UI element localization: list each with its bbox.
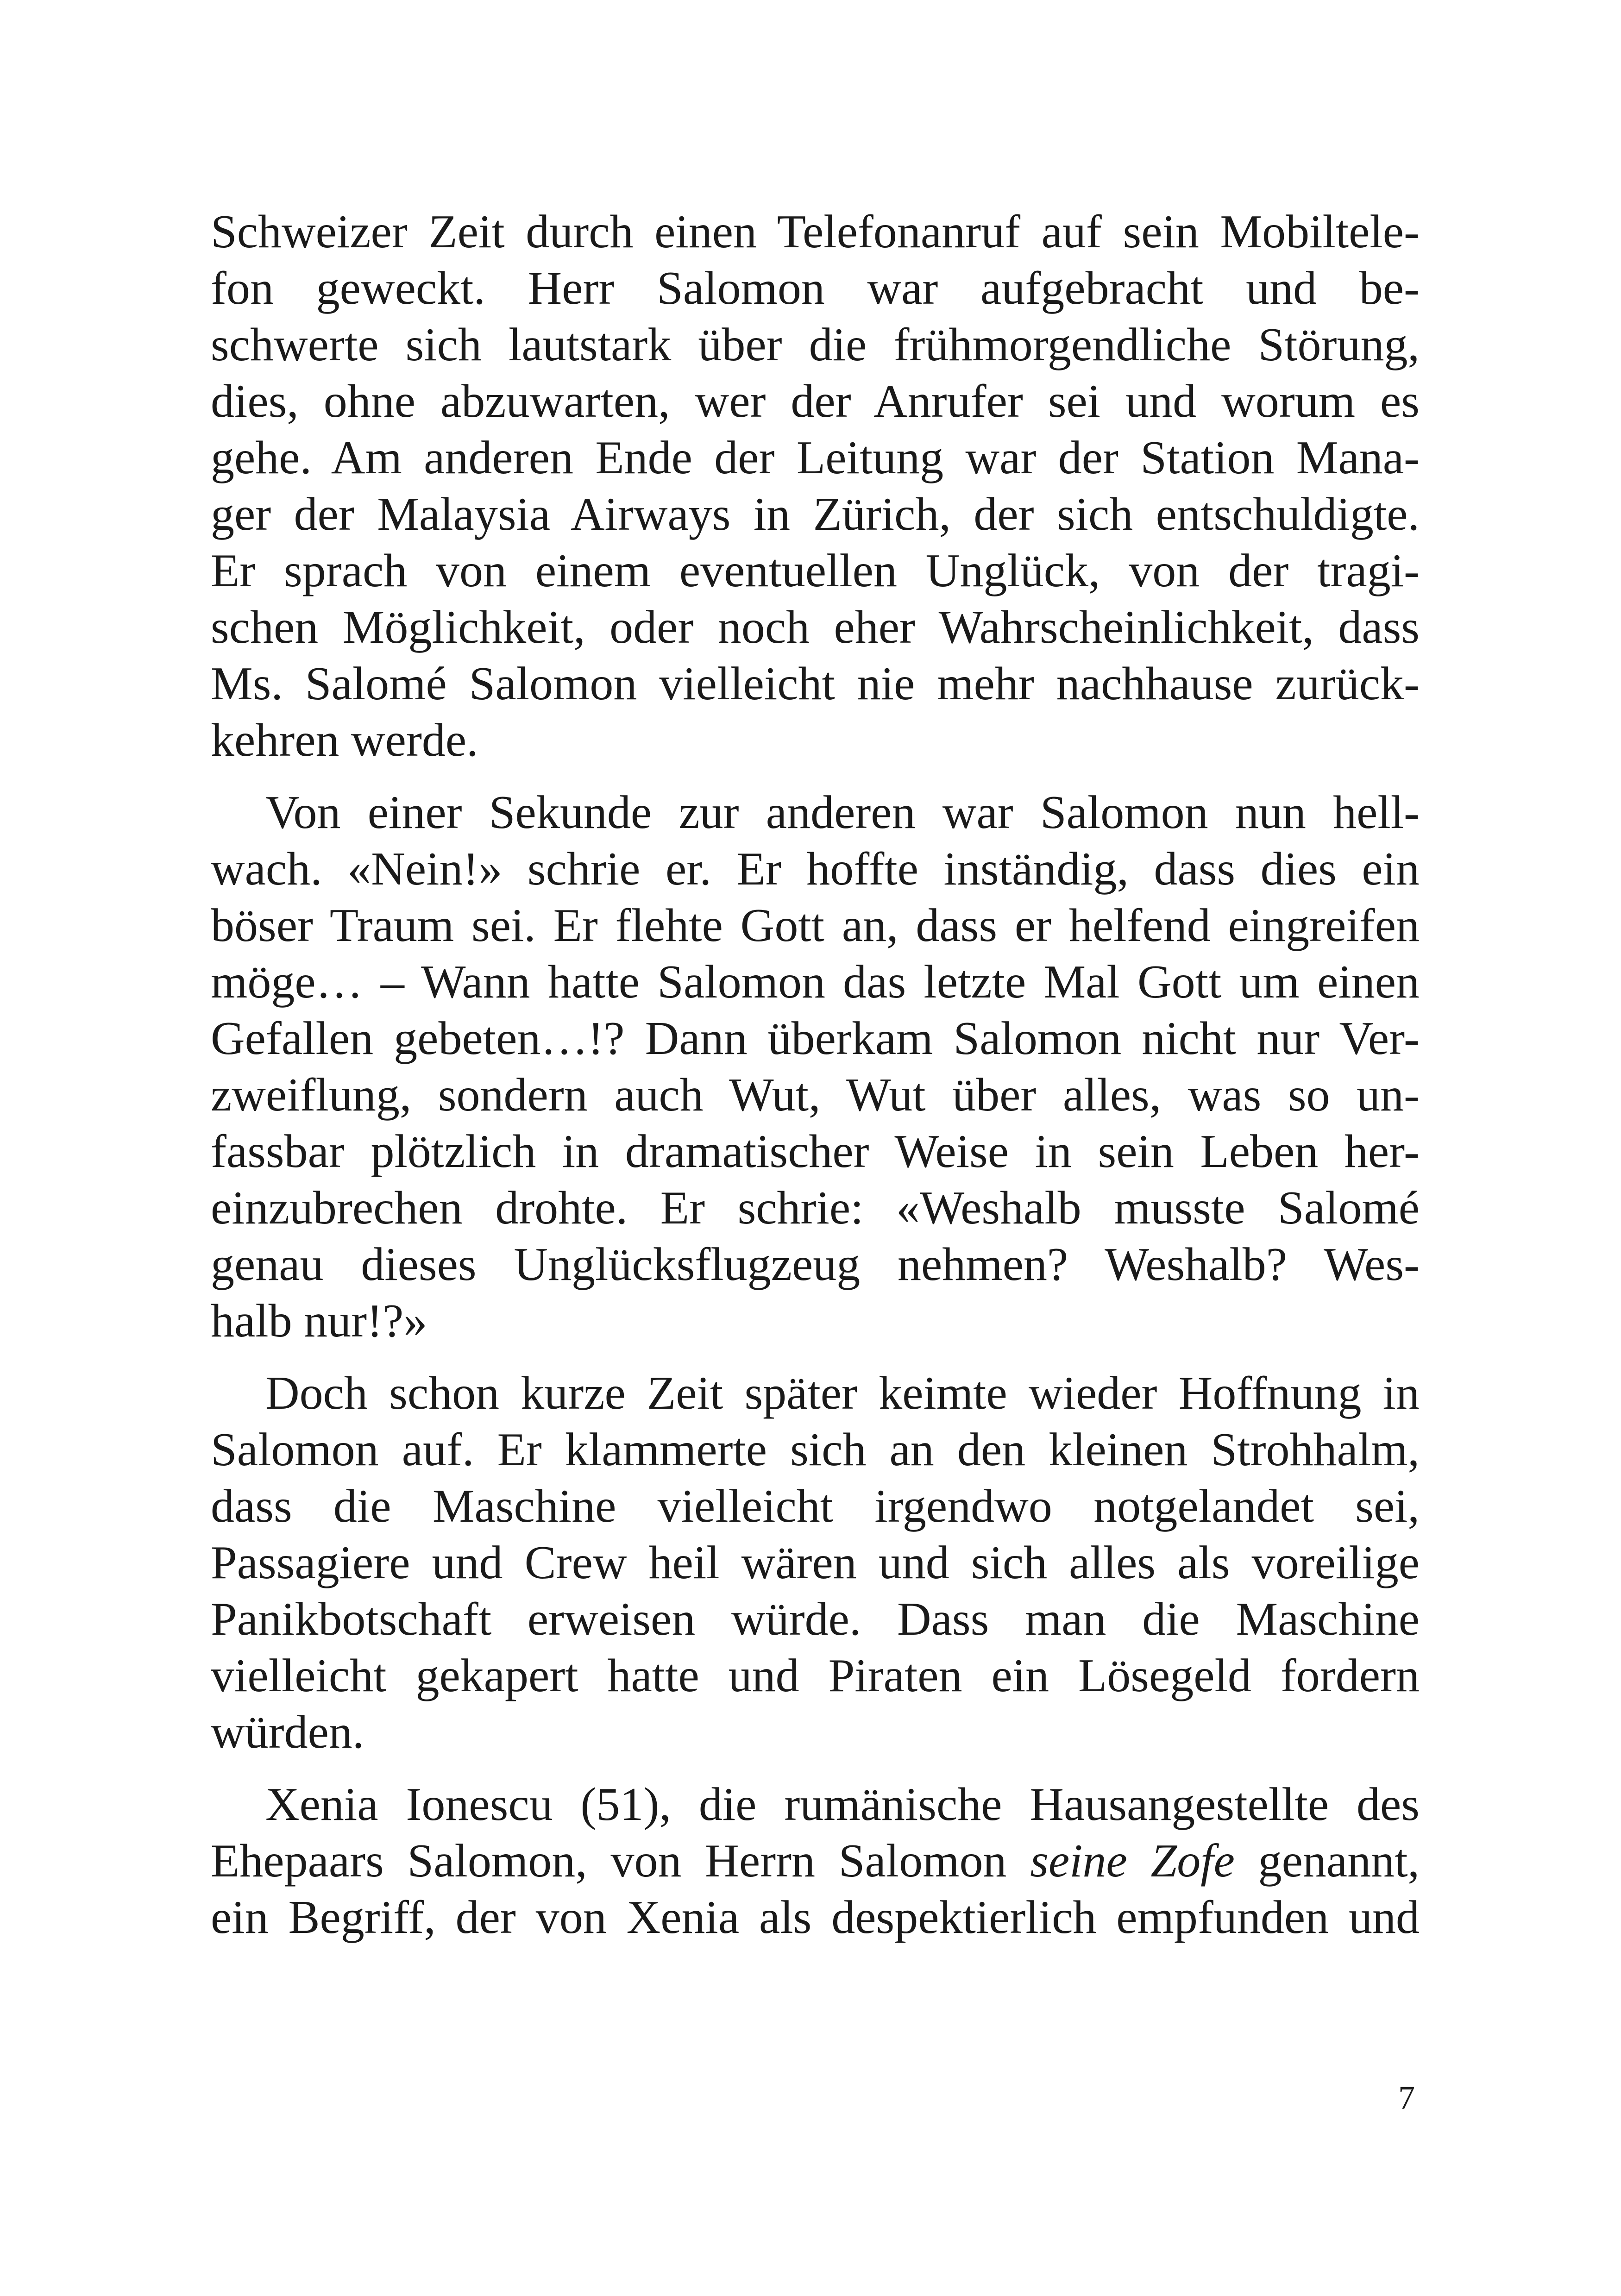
text-line: Doch schon kurze Zeit später keimte wieder Hoffnung in <box>265 1367 1420 1419</box>
paragraph-spacing <box>211 1349 1420 1365</box>
text-line: fon geweckt. Herr Salomon war aufgebracht und be- <box>211 262 1420 314</box>
text-line: schen Möglichkeit, oder noch eher Wahrscheinlichkeit, dass <box>211 601 1420 653</box>
text-run: genannt, <box>1234 1835 1420 1887</box>
text-line: schwerte sich lautstark über die frühmorgendliche Störung, <box>211 319 1420 371</box>
text-line: Xenia Ionescu (51), die rumänische Hausangestellte des <box>265 1778 1420 1831</box>
text-line: Er sprach von einem eventuellen Unglück, von der tragi- <box>211 545 1420 597</box>
text-line: Schweizer Zeit durch einen Telefonanruf auf sein Mobiltele- <box>211 206 1420 258</box>
italic-text-run: seine Zofe <box>1030 1835 1235 1887</box>
text-line: ein Begriff, der von Xenia als despektierlich empfunden und <box>211 1891 1420 1944</box>
text-line: böser Traum sei. Er flehte Gott an, dass er helfend eingreifen <box>211 899 1420 952</box>
text-line: genau dieses Unglücksflugzeug nehmen? Weshalb? Wes- <box>211 1238 1420 1291</box>
paragraph-2 <box>211 784 1420 1349</box>
paragraph-spacing <box>211 769 1420 784</box>
text-line: Salomon auf. Er klammerte sich an den kleinen Strohhalm, <box>211 1424 1420 1476</box>
text-line: möge… – Wann hatte Salomon das letzte Mal Gott um einen <box>211 956 1420 1008</box>
text-line: vielleicht gekapert hatte und Piraten ein Lösegeld fordern <box>211 1650 1420 1702</box>
text-line: gehe. Am anderen Ende der Leitung war der Station Mana- <box>211 432 1420 484</box>
text-line: würden. <box>211 1706 364 1758</box>
text-line: Ms. Salomé Salomon vielleicht nie mehr nachhause zurück- <box>211 658 1420 710</box>
text-line: dass die Maschine vielleicht irgendwo notgelandet sei, <box>211 1480 1420 1532</box>
text-line: Von einer Sekunde zur anderen war Salomon nun hell- <box>265 786 1420 839</box>
text-line: zweiflung, sondern auch Wut, Wut über alles, was so un- <box>211 1069 1420 1121</box>
text-line: halb nur!?» <box>211 1295 427 1347</box>
paragraph-4 <box>211 1776 1420 1946</box>
paragraph-spacing <box>211 1761 1420 1776</box>
text-line: fassbar plötzlich in dramatischer Weise in sein Leben her- <box>211 1125 1420 1178</box>
paragraph-1 <box>211 204 1420 769</box>
text-line: Passagiere und Crew heil wären und sich alles als voreilige <box>211 1537 1420 1589</box>
paragraph-3 <box>211 1365 1420 1761</box>
text-line: einzubrechen drohte. Er schrie: «Weshalb musste Salomé <box>211 1182 1420 1234</box>
body-text <box>211 204 1420 1946</box>
text-line: wach. «Nein!» schrie er. Er hoffte inständig, dass dies ein <box>211 843 1420 895</box>
text-run: Ehepaars Salomon, von Herrn Salomon <box>211 1835 1030 1887</box>
text-line: dies, ohne abzuwarten, wer der Anrufer sei und worum es <box>211 375 1420 427</box>
text-line: ger der Malaysia Airways in Zürich, der sich entschuldigte. <box>211 488 1420 540</box>
text-line: Panikbotschaft erweisen würde. Dass man die Maschine <box>211 1593 1420 1645</box>
text-line <box>211 1833 1420 1889</box>
text-line: Gefallen gebeten…!? Dann überkam Salomon nicht nur Ver- <box>211 1012 1420 1065</box>
text-line: kehren werde. <box>211 714 478 766</box>
page-number: 7 <box>1398 2079 1415 2116</box>
